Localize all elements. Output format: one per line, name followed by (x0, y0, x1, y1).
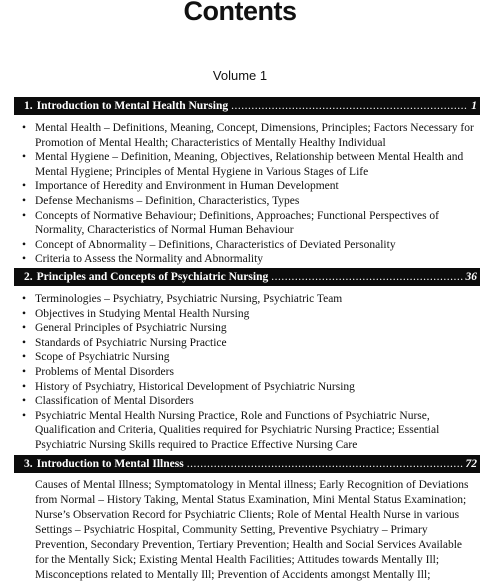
volume-heading: Volume 1 (212, 68, 268, 83)
topic-item: • Criteria to Assess the Normality and Abnormality (22, 252, 474, 267)
chapter-1-topic-list (22, 121, 474, 267)
topic-item: • General Principles of Psychiatric Nursing (22, 321, 474, 336)
topic-item: • Mental Health – Definitions, Meaning, Concept, Dimensions, Principles; Factors Necessary for Promotion of Mental Health; Characteristics of Mentally Healthy Individual (22, 121, 474, 150)
chapter-3-summary: Causes of Mental Illness; Symptomatology in Mental illness; Early Recognition of Deviations from Normal – History Taking, Mental Status Examination, Mini Mental Status Examination; Nurse’s Observation Record for Psychiatric Clients; Role of Mental Health Nurse in various Settings – Psychiatric Hospital, Community Setting, Preventive Psychiatry – Primary Prevention, Secondary Prevention, Tertiary Prevention; Health and Social Services Available for the Mentally Sick; Existing Mental Health Facilities; Attitudes towards Mentally Ill; Misconceptions related to Mentally Ill; Prevention of Accidents amongst Mentally Ill; (35, 479, 469, 581)
topic-item: • Concept of Abnormality – Definitions, Characteristics of Deviated Personality (22, 238, 474, 253)
chapter-page-number: 72 (465, 458, 477, 470)
topic-item: • Classification of Mental Disorders (22, 394, 474, 409)
topic-item: • Mental Hygiene – Definition, Meaning, Objectives, Relationship between Mental Health and Mental Hygiene; Principles of Mental Hygiene in Various Stages of Life (22, 150, 474, 179)
dot-leader (187, 458, 463, 470)
topic-item: • Scope of Psychiatric Nursing (22, 350, 474, 365)
chapter-title: Principles and Concepts of Psychiatric Nursing (36, 271, 269, 283)
topic-item: • Psychiatric Mental Health Nursing Practice, Role and Functions of Psychiatric Nurse, Qualification and Criteria, Qualities required for Psychiatric Nursing Practice; Essential Psychiatric Nursing Skills required to Practice Effective Nursing Care (22, 409, 474, 453)
chapter-page-number: 1 (471, 100, 477, 112)
chapter-page-number: 36 (465, 271, 477, 283)
chapter-title: Introduction to Mental Illness (36, 458, 184, 470)
chapter-number: 3. (24, 458, 33, 470)
chapter-3-heading[interactable] (14, 455, 480, 473)
topic-item: • Standards of Psychiatric Nursing Practice (22, 336, 474, 351)
chapter-2-heading[interactable] (14, 268, 480, 286)
chapter-number: 1. (24, 100, 33, 112)
topic-item: • Terminologies – Psychiatry, Psychiatric Nursing, Psychiatric Team (22, 292, 474, 307)
topic-item: • Importance of Heredity and Environment in Human Development (22, 179, 474, 194)
page-title: Contents (183, 0, 297, 26)
topic-item: • History of Psychiatry, Historical Development of Psychiatric Nursing (22, 380, 474, 395)
topic-item: • Objectives in Studying Mental Health Nursing (22, 307, 474, 322)
topic-item: • Problems of Mental Disorders (22, 365, 474, 380)
chapter-number: 2. (24, 271, 33, 283)
chapter-title: Introduction to Mental Health Nursing (36, 100, 229, 112)
dot-leader (231, 100, 468, 112)
chapter-2-topic-list (22, 292, 474, 453)
dot-leader (271, 271, 462, 283)
chapter-1-heading[interactable] (14, 97, 480, 115)
topic-item: • Defense Mechanisms – Definition, Characteristics, Types (22, 194, 474, 209)
topic-item: • Concepts of Normative Behaviour; Definitions, Approaches; Functional Perspectives of Normality, Characteristics of Normal Human Behaviour (22, 209, 474, 238)
